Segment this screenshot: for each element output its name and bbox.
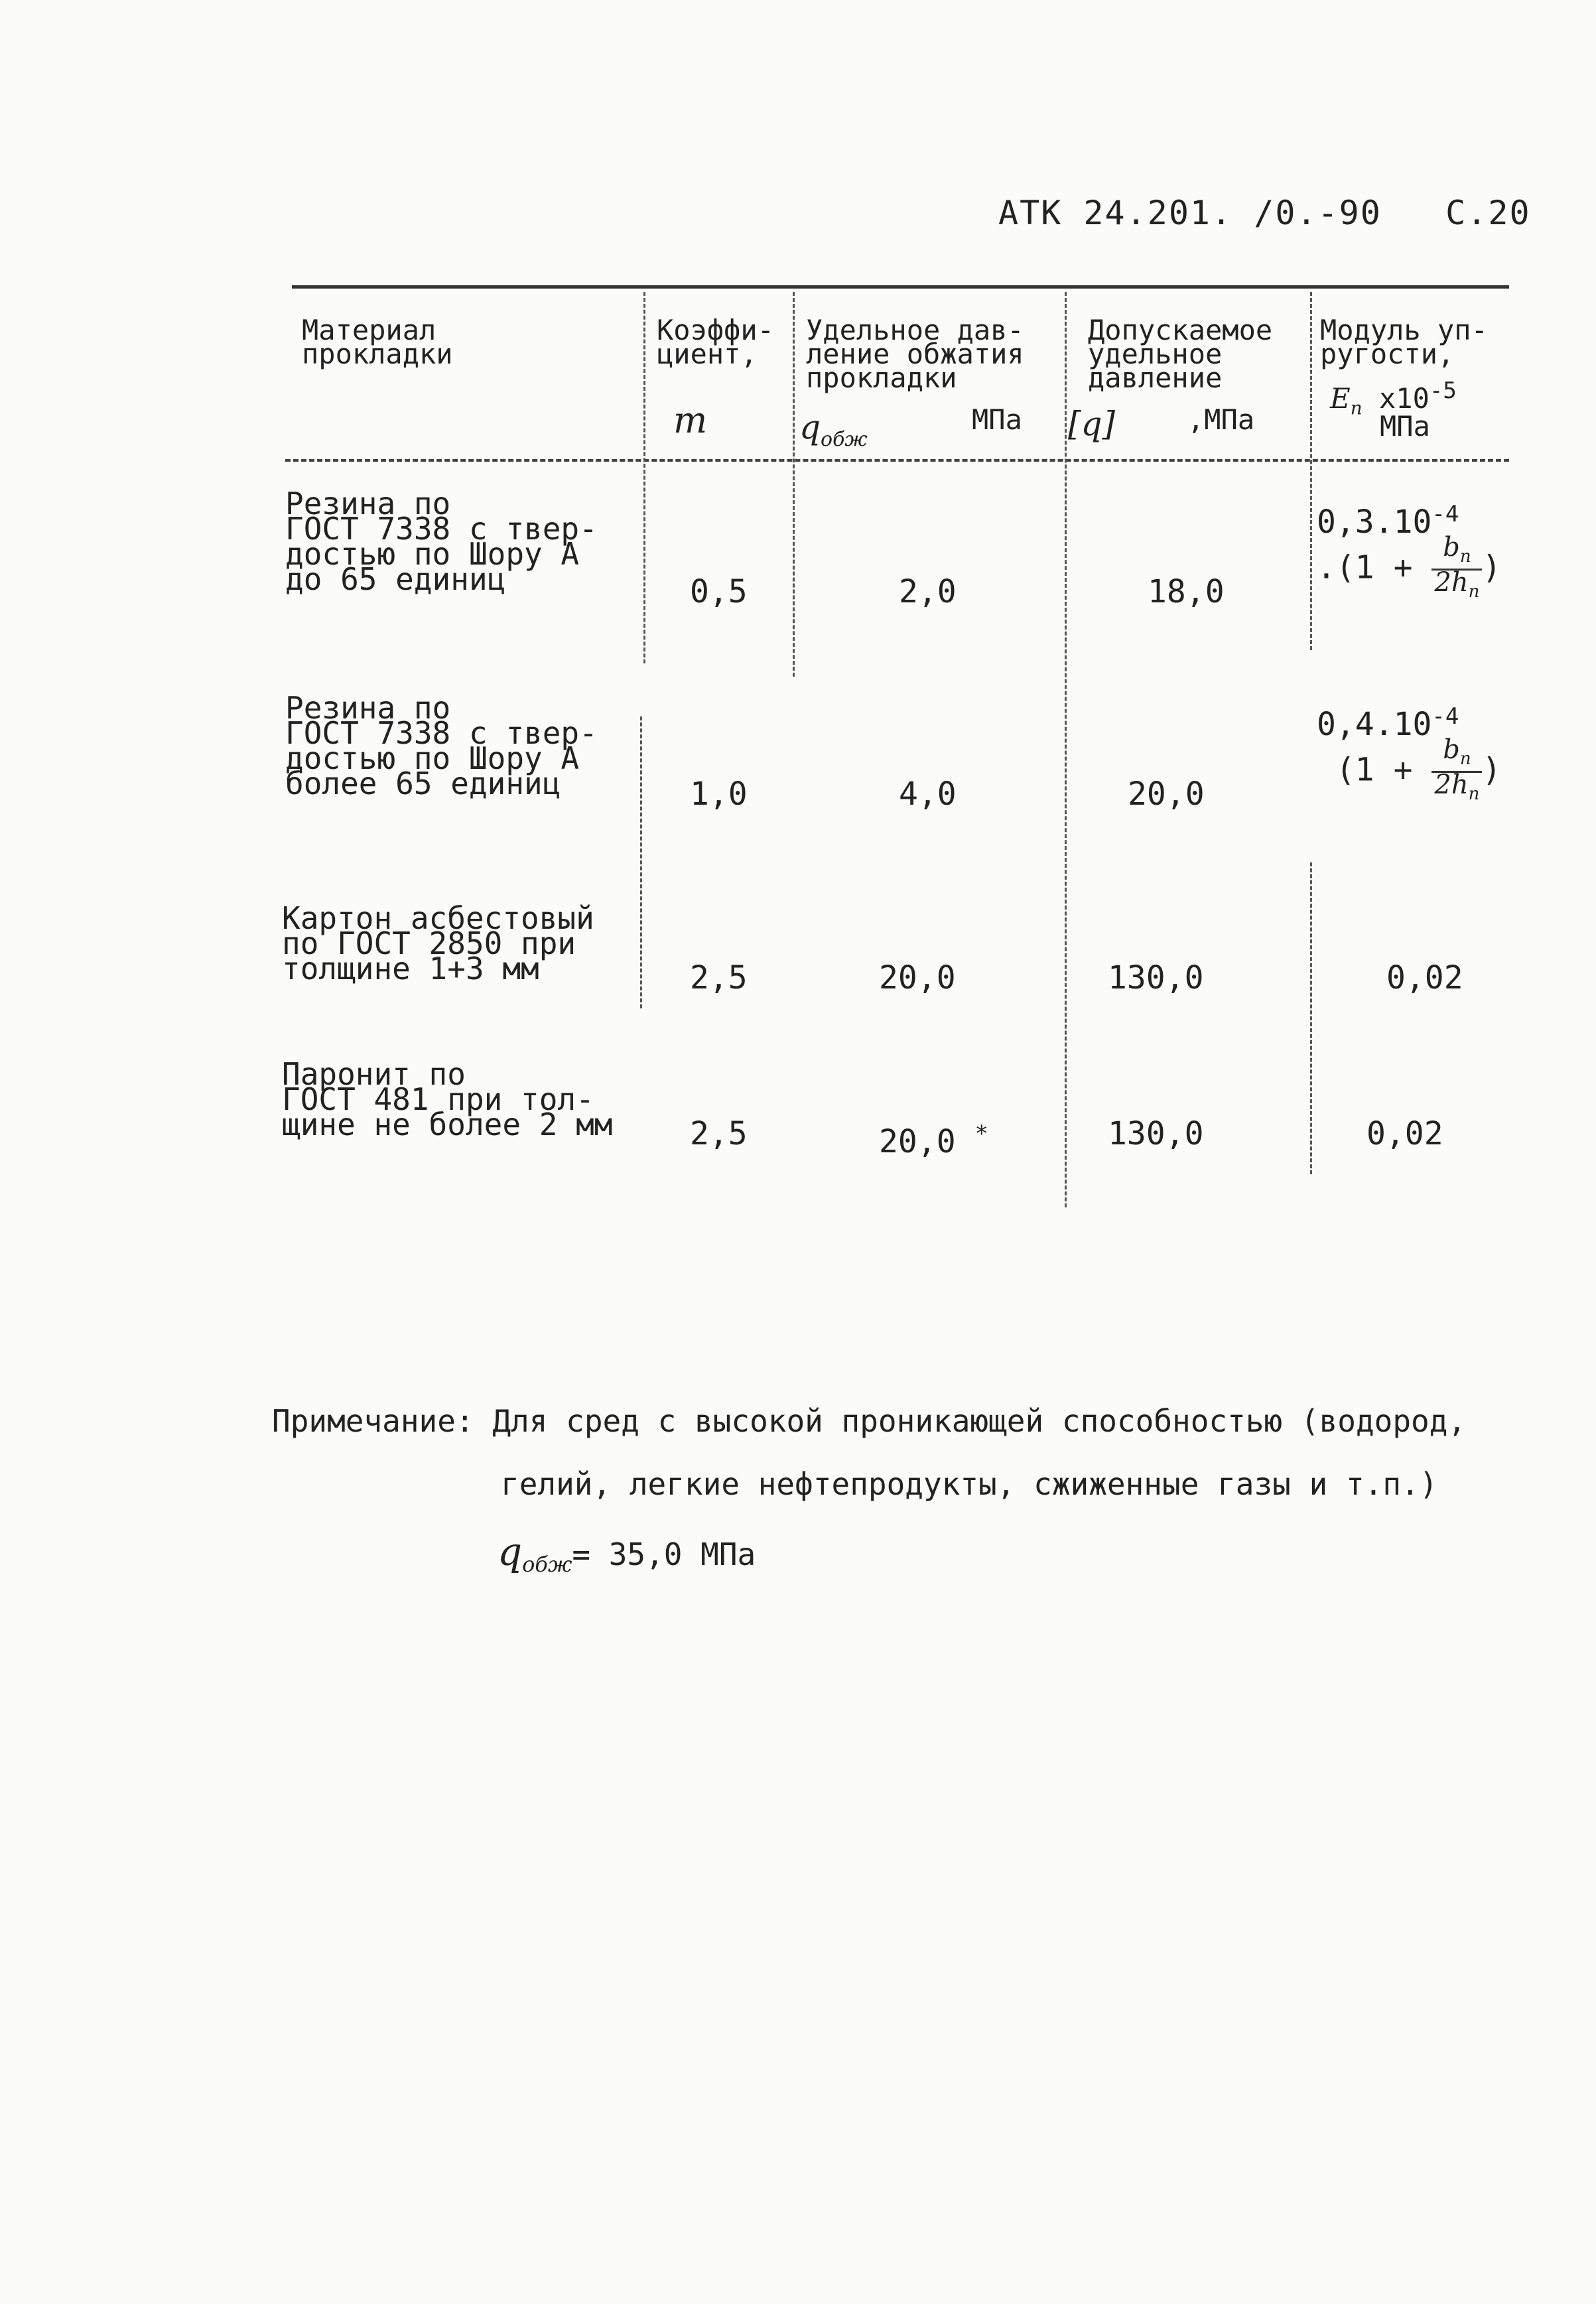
header-modulus: Модуль уп- ругости, — [1320, 314, 1488, 370]
header-compression-unit: МПа — [972, 403, 1022, 436]
note-formula: $q_{обж}= 35,0$ МПа — [498, 1529, 756, 1578]
column-divider-4b — [1310, 862, 1312, 1174]
header-compression: Удельное дав- ление обжатия прокладки — [806, 314, 1024, 394]
table-header-rule — [285, 459, 1509, 462]
table-top-rule — [292, 285, 1509, 289]
column-divider-3 — [1065, 292, 1067, 1207]
table-row-1-coefficient: 0,5 — [690, 573, 748, 610]
table-row-4-modulus: 0,02 — [1366, 1115, 1443, 1152]
header-material: Материал прокладки — [302, 314, 453, 370]
header-allowable-unit: ,МПа — [1187, 403, 1255, 436]
table-row-2-material: Резина по ГОСТ 7338 с твер- достью по Шору А более 65 единиц — [285, 690, 598, 801]
header-modulus-symbol: $E_п$ $х10^{-5}$ — [1330, 377, 1457, 419]
table-row-1-material: Резина по ГОСТ 7338 с твер- достью по Шору А до 65 единиц — [285, 486, 598, 597]
header-coefficient: Коэффи- циент, — [657, 314, 775, 370]
table-row-4-compression: 20,0 * — [879, 1120, 988, 1160]
header-compression-symbol: $q_{обж}$ — [799, 408, 868, 451]
footnote-mark: * — [974, 1120, 988, 1147]
column-divider-2 — [793, 292, 795, 677]
column-divider-4a — [1310, 292, 1312, 650]
page-number: С.20 — [1445, 194, 1531, 232]
column-divider-1b — [640, 716, 642, 1008]
header-modulus-unit: МПа — [1380, 410, 1430, 442]
header-allowable: Допускаемое удельное давление — [1088, 314, 1273, 394]
table-row-1-compression: 2,0 — [899, 573, 957, 610]
document-code: АТК 24.201. /0.-90 — [998, 194, 1382, 232]
column-divider-1a — [643, 292, 645, 663]
note-line-2: гелий, легкие нефтепродукты, сжиженные газы и т.п.) — [501, 1466, 1438, 1502]
table-row-3-compression: 20,0 — [879, 959, 956, 996]
note-line-1: Примечание: Для сред с высокой проникающей способностью (водород, — [272, 1403, 1467, 1439]
table-row-3-material: Картон асбестовый по ГОСТ 2850 при толщине 1+3 мм — [282, 900, 594, 986]
table-row-2-compression: 4,0 — [899, 776, 957, 813]
table-row-1-modulus: $0,3.10^{-4}$ $.(1 + b_п$ $2h_п$) — [1317, 501, 1501, 604]
table-row-3-coefficient: 2,5 — [690, 959, 748, 996]
table-row-2-coefficient: 1,0 — [690, 776, 748, 813]
header-allowable-symbol: [q] — [1068, 405, 1116, 443]
table-row-2-allowable: 20,0 — [1128, 776, 1205, 813]
table-row-1-allowable: 18,0 — [1148, 573, 1225, 610]
table-row-3-allowable: 130,0 — [1108, 959, 1204, 996]
table-row-3-modulus: 0,02 — [1386, 959, 1463, 996]
table-row-2-modulus: $0,4.10^{-4}$ ($1 + b_п$ $2h_п$) — [1317, 703, 1501, 806]
header-coefficient-symbol: m — [673, 399, 708, 441]
table-row-4-coefficient: 2,5 — [690, 1115, 748, 1152]
table-row-4-allowable: 130,0 — [1108, 1115, 1204, 1152]
document-header — [998, 194, 1531, 232]
table-row-4-material: Паронит по ГОСТ 481 при тол- щине не более 2 мм — [282, 1056, 613, 1142]
note-label: Примечание: — [272, 1403, 474, 1439]
